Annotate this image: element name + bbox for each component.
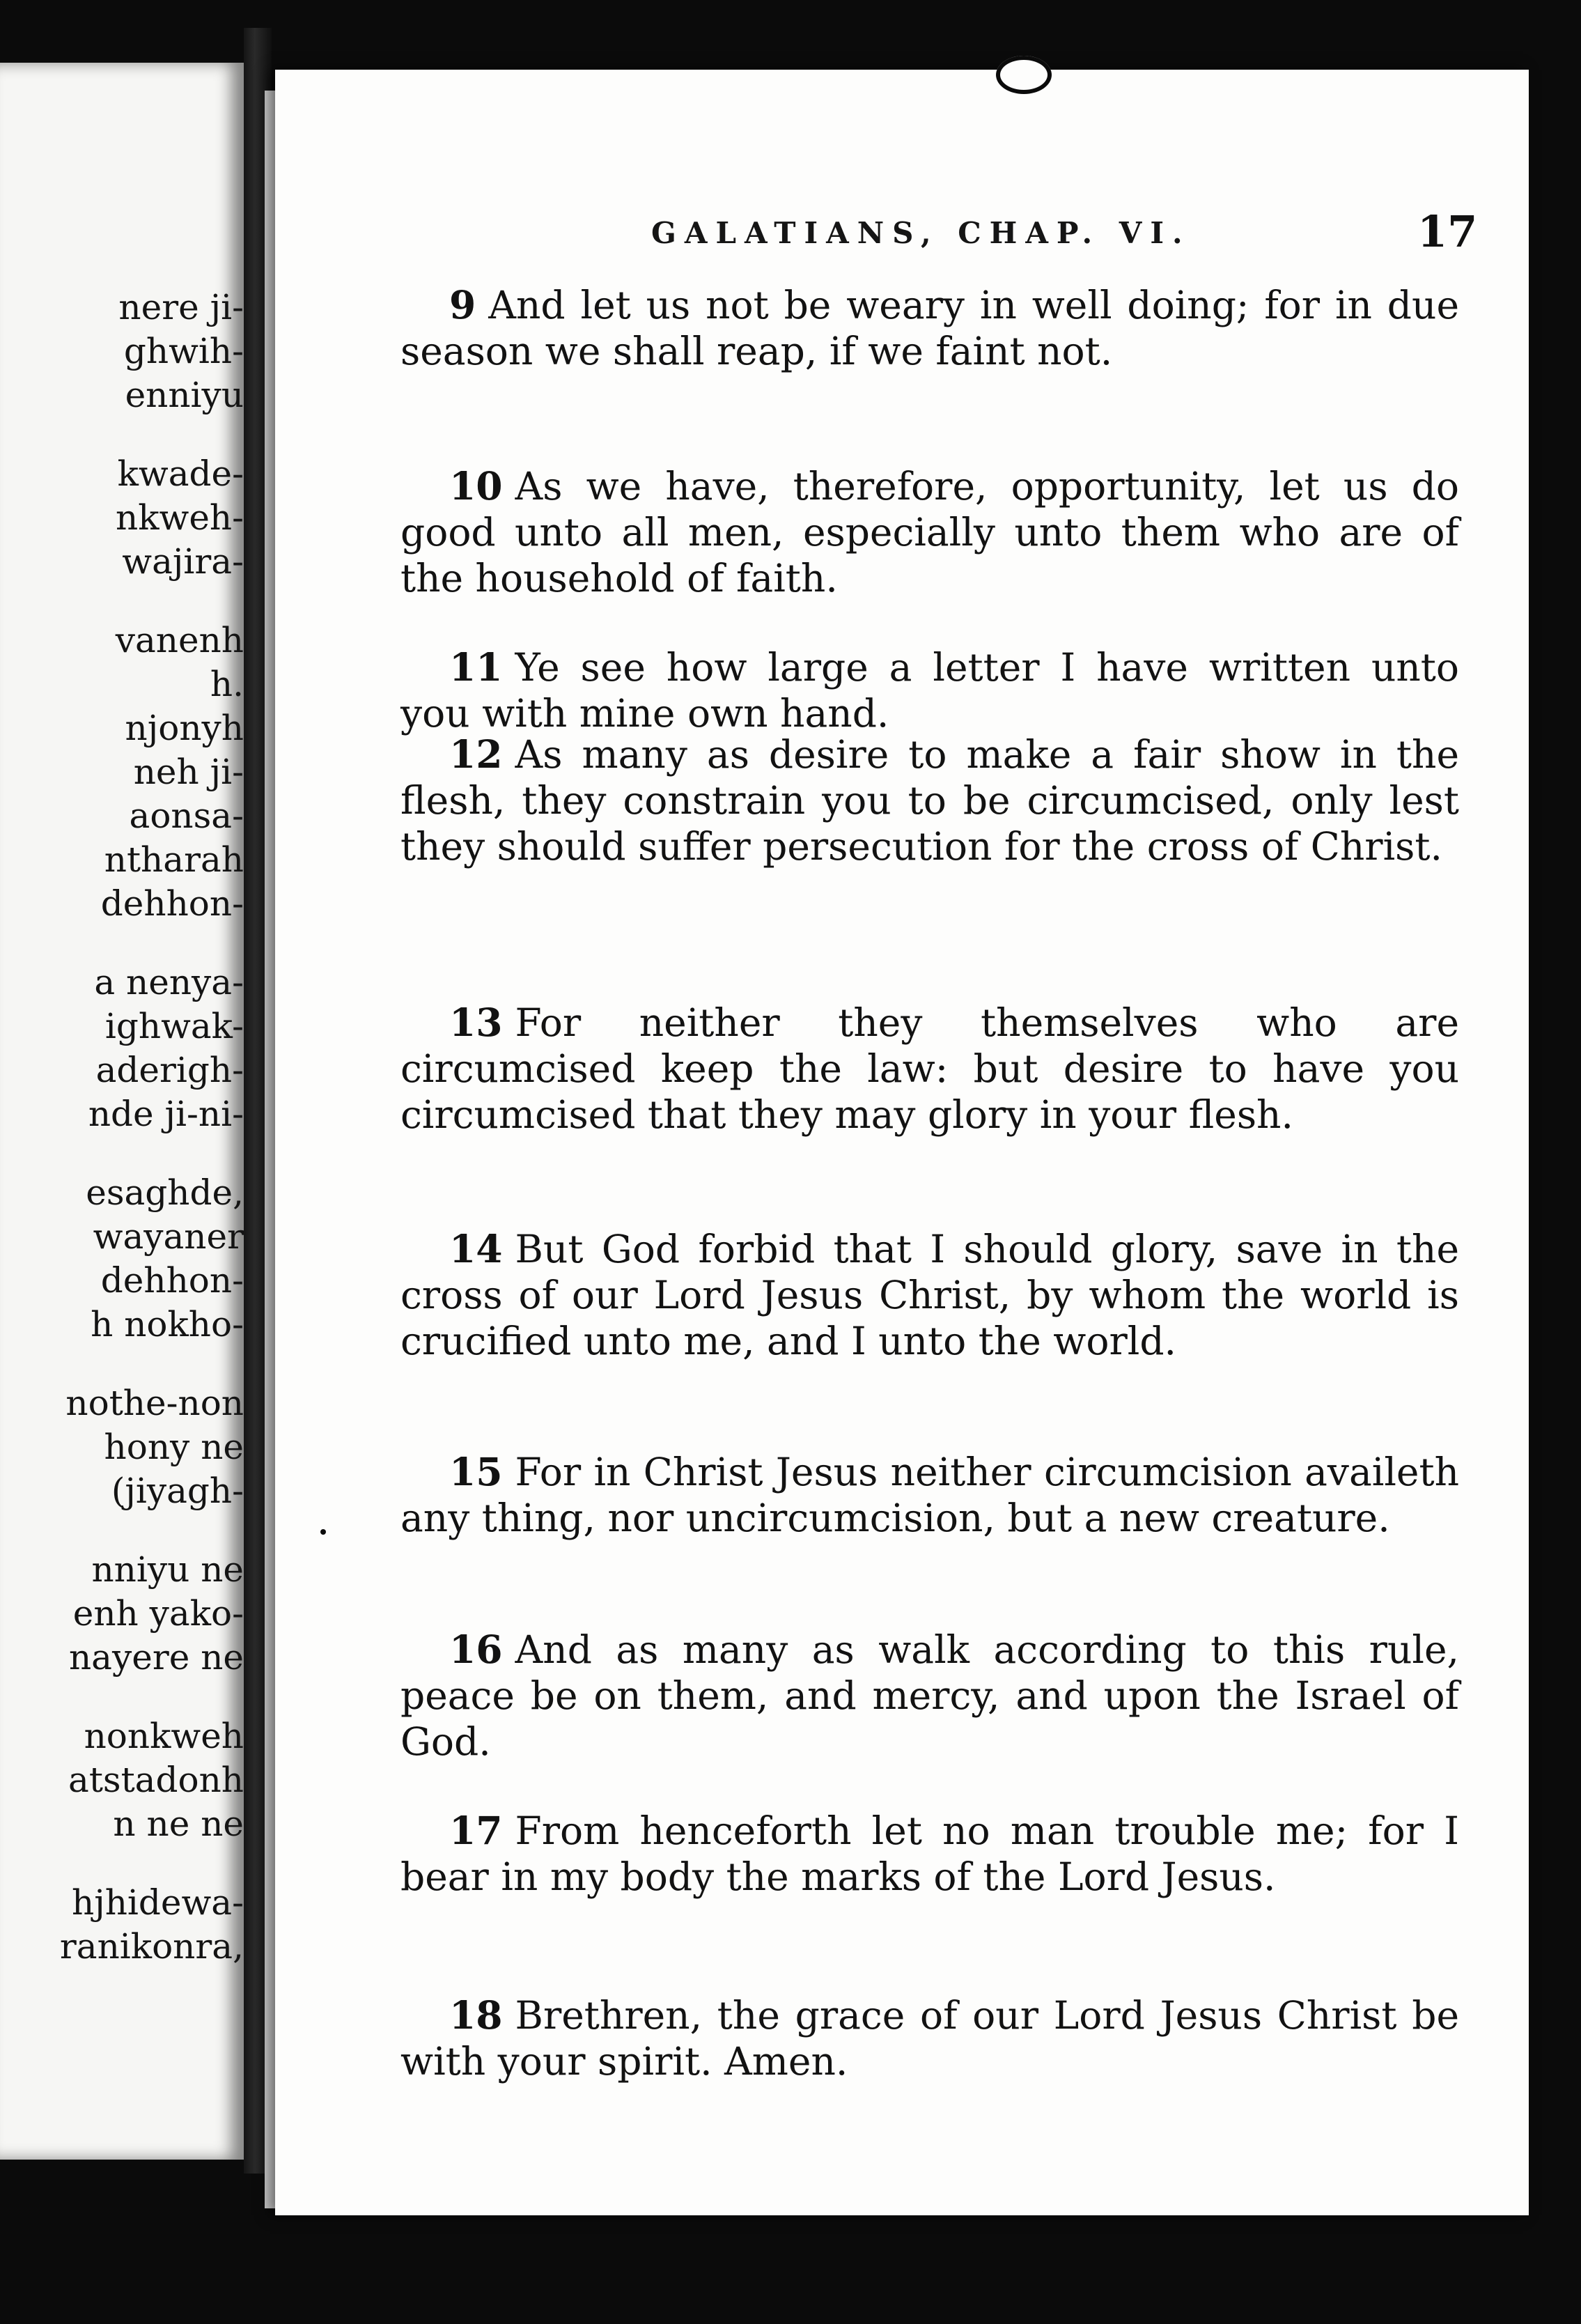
verse-text: For neither they themselves who are circumcised keep the law: but desire to have you circumcised that they may glory in your flesh. <box>400 1000 1459 1137</box>
verse-number: 15 <box>449 1449 503 1494</box>
facing-page-line: ighwak- <box>104 1006 244 1046</box>
facing-page-line: hjhidewa- <box>72 1882 244 1923</box>
facing-page-line: vanenh <box>115 620 244 660</box>
verse-13 <box>400 1000 1459 1138</box>
verse-text: And as many as walk according to this rule, peace be on them, and mercy, and upon the Israel of God. <box>400 1627 1459 1764</box>
ink-speck <box>979 2252 983 2272</box>
verse-text: As many as desire to make a fair show in the flesh, they constrain you to be circumcised, only lest they should suffer persecution for the cross of Christ. <box>400 732 1459 869</box>
verse-text: From henceforth let no man trouble me; for I bear in my body the marks of the Lord Jesus. <box>400 1808 1459 1899</box>
verse-14 <box>400 1226 1459 1364</box>
verse-17 <box>400 1808 1459 1900</box>
verse-text: Brethren, the grace of our Lord Jesus Christ be with your spirit. Amen. <box>400 1993 1459 2084</box>
facing-page-line: nonkweh <box>84 1716 244 1756</box>
facing-page-line: hony ne <box>104 1427 244 1467</box>
verse-number: 10 <box>449 463 503 509</box>
facing-page-line: wayaner <box>93 1216 244 1257</box>
facing-page-line: (jiyagh- <box>111 1471 244 1511</box>
facing-page-fragment <box>0 63 244 2160</box>
facing-page-line: aderigh- <box>95 1050 244 1090</box>
verse-12 <box>400 731 1459 869</box>
facing-page-line: nothe-non <box>65 1383 244 1423</box>
facing-page-line: ghwih- <box>123 331 244 371</box>
running-head: GALATIANS, CHAP. VI. <box>651 216 1191 250</box>
verse-text: And let us not be weary in well doing; for in due season we shall reap, if we faint not. <box>400 283 1459 373</box>
verse-18 <box>400 1992 1459 2084</box>
facing-page-line: h. <box>210 664 244 704</box>
verse-9 <box>400 282 1459 374</box>
verse-16 <box>400 1627 1459 1765</box>
verse-10 <box>400 463 1459 601</box>
verse-number: 9 <box>449 282 476 327</box>
verse-text: But God forbid that I should glory, save in the cross of our Lord Jesus Christ, by whom the world is crucified unto me, and I unto the world. <box>400 1227 1459 1363</box>
facing-page-line: enniyu <box>125 375 244 415</box>
verse-number: 18 <box>449 1992 503 2038</box>
facing-page-line: dehhon- <box>100 883 244 924</box>
verse-number: 14 <box>449 1226 503 1271</box>
facing-page-line: nniyu ne <box>91 1549 244 1590</box>
verse-number: 16 <box>449 1627 503 1672</box>
verse-text: As we have, therefore, opportunity, let us do good unto all men, especially unto them who are of the household of faith. <box>400 464 1459 601</box>
verse-number: 12 <box>449 731 503 777</box>
verse-number: 17 <box>449 1808 503 1853</box>
facing-page-line: aonsa- <box>129 796 244 836</box>
facing-page-line: h nokho- <box>91 1304 244 1345</box>
verse-number: 11 <box>449 644 503 690</box>
facing-page-line: ranikonra, <box>59 1926 244 1967</box>
facing-page-line: n ne ne <box>113 1804 244 1844</box>
facing-page-line: nkweh- <box>116 497 244 538</box>
facing-page-line: nayere ne <box>68 1637 244 1678</box>
verse-number: 13 <box>449 1000 503 1045</box>
page-tear <box>996 56 1052 94</box>
facing-page-line: dehhon- <box>100 1260 244 1301</box>
facing-page-line: kwade- <box>117 454 244 494</box>
verse-text: Ye see how large a letter I have written unto you with mine own hand. <box>400 645 1459 736</box>
facing-page-line: neh ji- <box>133 752 244 792</box>
verse-text: For in Christ Jesus neither circumcision availeth any thing, nor uncircumcision, but a new creature. <box>400 1450 1459 1540</box>
verse-15 <box>400 1449 1459 1541</box>
facing-page-line: nere ji- <box>118 287 244 327</box>
facing-page-line: ntharah <box>104 839 244 880</box>
facing-page-line: njonyh <box>125 708 244 748</box>
facing-page-line: atstadonh <box>68 1760 244 1800</box>
ink-speck <box>320 1529 326 1535</box>
facing-page-line: enh yako- <box>72 1593 244 1634</box>
page-number: 17 <box>1417 206 1478 257</box>
facing-page-line: nde ji-ni- <box>88 1094 244 1134</box>
facing-page-line: esaghde, <box>86 1172 244 1213</box>
facing-page-line: a nenya- <box>94 962 244 1002</box>
facing-page-line: wajira- <box>122 541 244 582</box>
verse-11 <box>400 644 1459 736</box>
